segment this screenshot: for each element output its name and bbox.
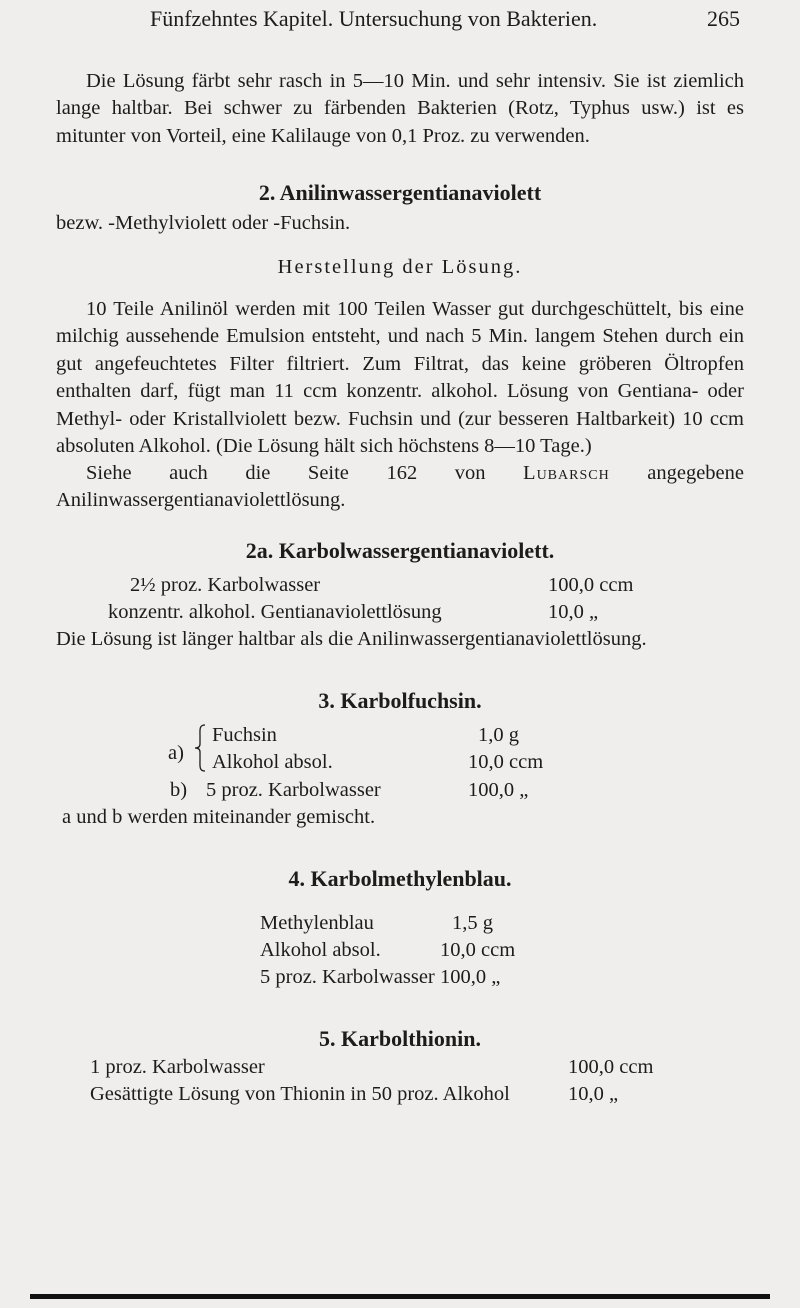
recipe-3-item-a2: Alkohol absol. [212, 751, 333, 773]
section-2-subheading: bezw. -Methylviolett oder -Fuchsin. [56, 212, 351, 234]
recipe-3-item-b: 5 proz. Karbolwasser [206, 779, 381, 801]
recipe-4-qty-3: 100,0 „ [440, 966, 501, 988]
recipe-3-note: a und b werden miteinander gemischt. [62, 806, 376, 828]
page-number: 265 [707, 6, 740, 31]
chapter-title: Fünfzehntes Kapitel. Untersuchung von Bakterien. [150, 6, 598, 31]
bottom-edge-rule [30, 1294, 770, 1299]
recipe-4-qty-2: 10,0 ccm [440, 939, 516, 961]
recipe-5-item-2: Gesättigte Lösung von Thionin in 50 proz. Alkohol [90, 1083, 510, 1105]
recipe-3-item-a1: Fuchsin [212, 724, 277, 746]
recipe-2a-item-2: konzentr. alkohol. Gentianaviolettlösung [108, 601, 442, 623]
recipe-3-qty-a1: 1,0 g [478, 724, 519, 746]
recipe-4-item-2: Alkohol absol. [260, 939, 381, 961]
recipe-3-qty-a2: 10,0 ccm [468, 751, 544, 773]
intro-paragraph: Die Lösung färbt sehr rasch in 5—10 Min. und sehr intensiv. Sie ist ziemlich lange haltbar. Bei schwer zu färbenden Bakterien (Rotz, Typhus usw.) ist es mitunter von Vorteil, eine Kalilauge von 0,1 Proz. zu verwenden. [56, 70, 744, 147]
section-5-heading: 5. Karbolthionin. [319, 1026, 481, 1051]
recipe-3-label-b: b) [170, 779, 188, 801]
recipe-3-qty-b: 100,0 „ [468, 779, 529, 801]
author-name: Lubarsch [523, 462, 610, 484]
recipe-3-label-a: a) [168, 742, 184, 764]
section-4-heading: 4. Karbolmethylenblau. [288, 866, 512, 891]
section-2-heading: 2. Anilinwassergentianaviolett [258, 180, 542, 205]
preparation-paragraph: 10 Teile Anilinöl werden mit 100 Teilen Wasser gut durchgeschüttelt, bis eine milchig aussehende Emulsion entsteht, und nach 5 Min. langem Stehen durch ein gut angefeuchtetes Filter filtriert. Zum Filtrat, das keine gröberen Öltropfen enthalten darf, fügt man 11 ccm konzentr. alkohol. Lösung von Gentiana- oder Methyl- oder Kristallviolett bezw. Fuchsin und (zur besseren Haltbarkeit) 10 ccm absoluten Alkohol. (Die Lösung hält sich höchstens 8—10 Tage.) [56, 298, 744, 458]
recipe-4-item-3: 5 proz. Karbolwasser [260, 966, 435, 988]
recipe-2a-qty-1: 100,0 ccm [548, 574, 634, 596]
running-head [150, 2, 740, 42]
brace-icon [194, 724, 206, 778]
recipe-4-item-1: Methylenblau [260, 912, 374, 934]
recipe-2a-item-1: 2½ proz. Karbolwasser [130, 574, 321, 596]
preparation-heading: Herstellung der Lösung. [277, 256, 523, 278]
reference-paragraph [56, 460, 744, 515]
recipe-5-qty-2: 10,0 „ [568, 1083, 619, 1105]
reference-text-post: angegebene Anilinwassergentianaviolettlösung. [56, 462, 744, 512]
recipe-2a-qty-2: 10,0 „ [548, 601, 599, 623]
recipe-4-qty-1: 1,5 g [452, 912, 493, 934]
reference-text-pre: Siehe auch die Seite 162 von [86, 462, 524, 484]
section-3-heading: 3. Karbolfuchsin. [318, 688, 482, 713]
recipe-5-item-1: 1 proz. Karbolwasser [90, 1056, 265, 1078]
recipe-2a-note: Die Lösung ist länger haltbar als die Anilinwassergentianaviolettlösung. [56, 628, 647, 650]
recipe-5-qty-1: 100,0 ccm [568, 1056, 654, 1078]
section-2a-heading: 2a. Karbolwassergentianaviolett. [245, 538, 555, 563]
